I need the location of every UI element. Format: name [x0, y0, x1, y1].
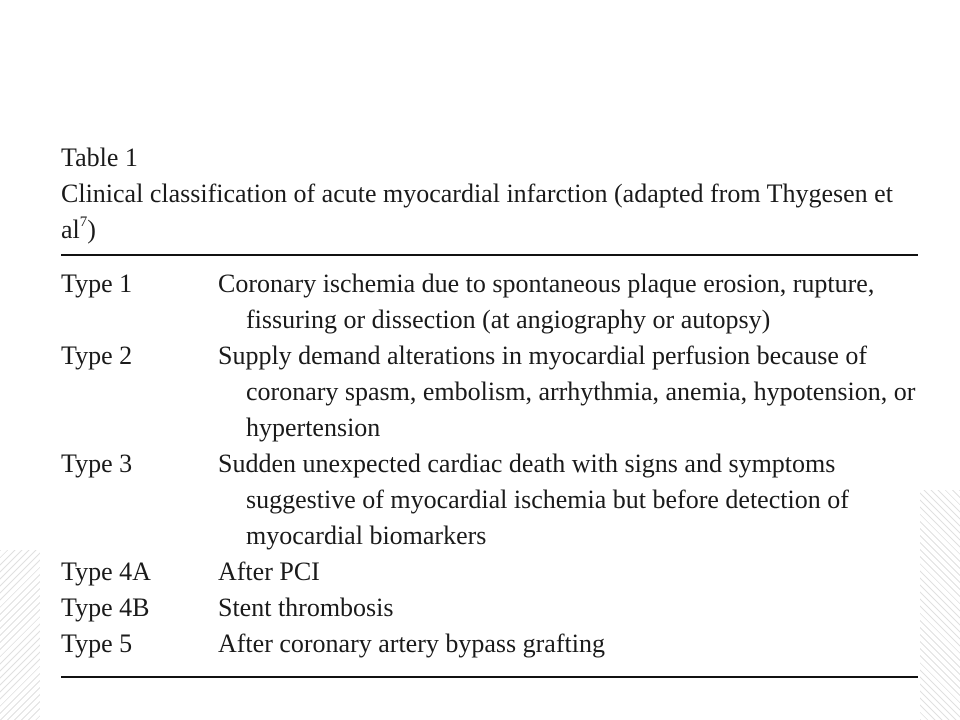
description-cell: After PCI [218, 557, 320, 586]
table-top-rule [61, 254, 918, 256]
caption-reference: 7 [79, 214, 88, 231]
description-cell: Stent thrombosis [218, 593, 394, 622]
table-row [61, 266, 918, 338]
table-1 [61, 140, 918, 678]
description-cell: After coronary artery bypass grafting [218, 629, 605, 658]
decorative-hatch-right [920, 490, 960, 720]
type-cell: Type 2 [61, 341, 133, 370]
table-bottom-rule [61, 676, 918, 678]
type-cell: Type 1 [61, 269, 133, 298]
table-body [61, 266, 918, 662]
description-cell: Sudden unexpected cardiac death with signs and symptoms suggestive of myocardial ischemia but before detection of myocardial biomarkers [218, 449, 849, 550]
table-caption-text [61, 176, 918, 248]
description-cell: Coronary ischemia due to spontaneous plaque erosion, rupture, fissuring or dissection (at angiography or autopsy) [218, 269, 875, 334]
type-cell: Type 3 [61, 449, 133, 478]
table-title: Table 1 [61, 143, 138, 172]
table-caption [61, 140, 918, 248]
caption-close-paren: ) [87, 215, 96, 244]
caption-main-text: Clinical classification of acute myocardial infarction (adapted from Thygesen et al [61, 179, 893, 244]
decorative-hatch-left [0, 550, 40, 720]
table-row [61, 626, 918, 662]
table-row [61, 338, 918, 446]
description-cell: Supply demand alterations in myocardial perfusion because of coronary spasm, embolism, arrhythmia, anemia, hypotension, or hypertension [218, 341, 916, 442]
table-row [61, 446, 918, 554]
type-cell: Type 4A [61, 557, 151, 586]
type-cell: Type 5 [61, 629, 133, 658]
table-row [61, 590, 918, 626]
table-row [61, 554, 918, 590]
type-cell: Type 4B [61, 593, 150, 622]
